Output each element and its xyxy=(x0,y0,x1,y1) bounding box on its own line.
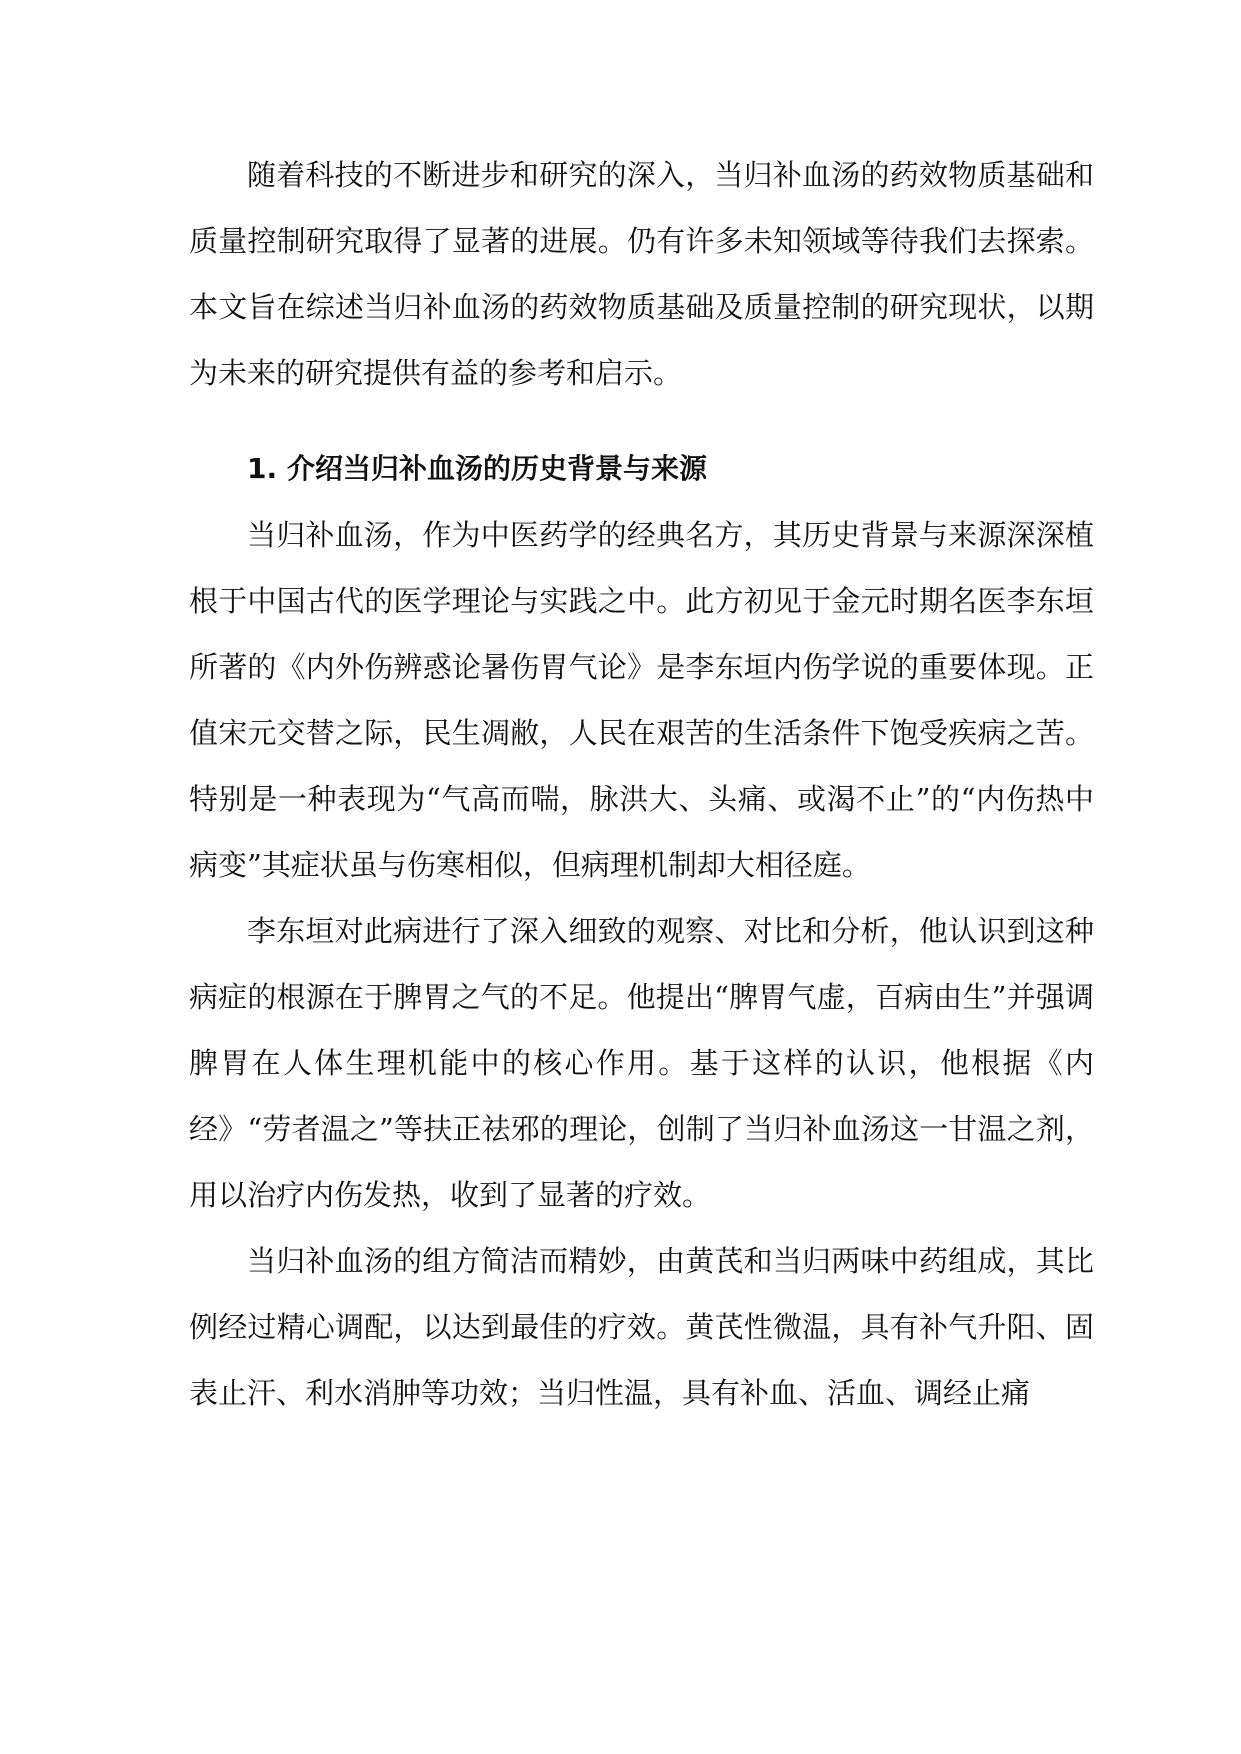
intro-paragraph: 随着科技的不断进步和研究的深入，当归补血汤的药效物质基础和质量控制研究取得了显著的进展。仍有许多未知领域等待我们去探索。本文旨在综述当归补血汤的药效物质基础及质量控制的研究现状，以期为未来的研究提供有益的参考和启示。 xyxy=(189,158,1094,390)
section-heading xyxy=(189,436,1094,502)
body-paragraph-li-dongyuan: 李东垣对此病进行了深入细致的观察、对比和分析，他认识到这种病症的根源在于脾胃之气的不足。他提出“脾胃气虚，百病由生”并强调脾胃在人体生理机能中的核心作用。基于这样的认识，他根据《内经》“劳者温之”等扶正祛邪的理论，创制了当归补血汤这一甘温之剂，用以治疗内伤发热，收到了显著的疗效。 xyxy=(189,914,1094,1212)
document-body xyxy=(189,142,1094,1426)
section-number: 1. xyxy=(247,452,278,485)
section-title: 介绍当归补血汤的历史背景与来源 xyxy=(287,452,708,485)
body-paragraph-composition: 当归补血汤的组方简洁而精妙，由黄芪和当归两味中药组成，其比例经过精心调配，以达到最佳的疗效。黄芪性微温，具有补气升阳、固表止汗、利水消肿等功效；当归性温，具有补血、活血、调经止痛 xyxy=(189,1244,1094,1410)
body-paragraph-history: 当归补血汤，作为中医药学的经典名方，其历史背景与来源深深植根于中国古代的医学理论与实践之中。此方初见于金元时期名医李东垣所著的《内外伤辨惑论暑伤胃气论》是李东垣内伤学说的重要体现。正值宋元交替之际，民生凋敝，人民在艰苦的生活条件下饱受疾病之苦。特别是一种表现为“气高而喘，脉洪大、头痛、或渴不止”的“内伤热中病变”其症状虽与伤寒相似，但病理机制却大相径庭。 xyxy=(189,518,1094,882)
